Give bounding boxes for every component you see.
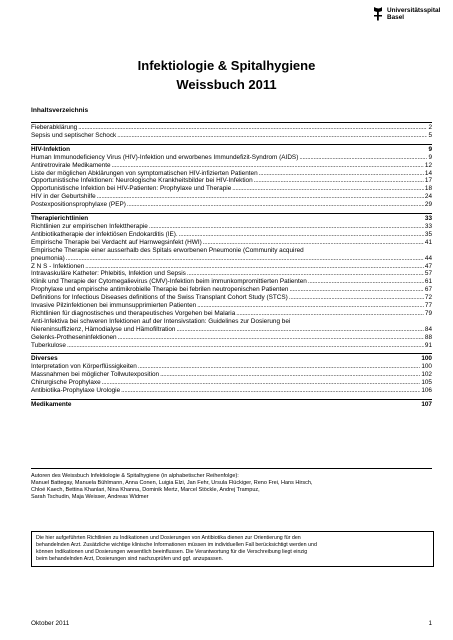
toc-entry-page: 14 <box>424 169 432 177</box>
toc-entry-page: 67 <box>424 286 432 294</box>
toc-entry-page: 61 <box>424 278 432 286</box>
toc-section-meds <box>31 399 432 409</box>
toc-entry-page: 35 <box>424 230 432 238</box>
toc-heading: Inhaltsverzeichnis <box>31 107 89 114</box>
toc-entry-page: 91 <box>424 341 432 349</box>
authors-names: Manuel Battegay, Manuela Bühlmann, Anna Conen, Luigia Elzi, Jan Fehr, Ursula Flückiger, Reno Frei, Hans Hirsch, <box>31 480 313 486</box>
toc-entry-page: 9 <box>428 153 432 161</box>
logo-line-2: Basel <box>387 14 405 22</box>
toc-entry-text: Empirische Therapie bei Verdacht auf Harnwegsinfekt (HWI) <box>31 238 202 246</box>
authors-names: Sarah Tschudin, Maja Weisser, Andreas Widmer <box>31 494 149 500</box>
toc-entry-text: Z N S - Infektionen <box>31 262 85 270</box>
toc-section-page: 107 <box>421 401 432 408</box>
toc-entry-page: 33 <box>424 222 432 230</box>
toc-entry-text: Sepsis und septischer Schock <box>31 131 117 139</box>
toc-entry[interactable] <box>31 379 432 387</box>
toc-entry[interactable] <box>31 302 432 310</box>
toc-entry[interactable] <box>31 247 432 263</box>
toc-section-title: Therapierichtlinien <box>31 215 89 223</box>
toc-entry-text: Chirurgische Prophylaxe <box>31 379 101 387</box>
toc-section-heading[interactable] <box>31 401 432 409</box>
toc-entry[interactable] <box>31 270 432 278</box>
toc-entry-page: 44 <box>424 254 432 262</box>
toc-section-heading[interactable] <box>31 146 432 154</box>
toc-entry[interactable] <box>31 371 432 379</box>
document-title: Infektiologie & Spitalhygiene <box>137 58 316 73</box>
hospital-logo <box>371 6 440 21</box>
disclaimer-box <box>31 531 434 567</box>
toc-entry[interactable] <box>31 193 432 201</box>
toc-entry[interactable] <box>31 387 432 395</box>
toc-entry-text: Definitions for Infectious Diseases definitions of the Swiss Transplant Cohort Study (STCS) <box>31 294 288 302</box>
toc-entry-text: Antiretrovirale Medikamente <box>31 161 111 169</box>
toc-entry[interactable] <box>31 154 432 162</box>
toc-entry-text: Interpretation von Körperflüssigkeiten <box>31 363 137 371</box>
toc-entry[interactable] <box>31 231 432 239</box>
document-subtitle: Weissbuch 2011 <box>176 77 277 92</box>
toc-entry-text: Human Immunodeficiency Virus (HIV)-Infektion und erworbenes Immundefizit-Syndrom (AIDS) <box>31 153 299 161</box>
toc-entry-text: Massnahmen bei möglicher Tollwutexposition <box>31 371 160 379</box>
toc-entry-page: 105 <box>421 379 432 387</box>
toc-entry-text: Opportunistische Infektion bei HIV-Patienten: Prophylaxe und Therapie <box>31 185 232 193</box>
toc-section-misc <box>31 353 432 395</box>
toc-entry-page: 100 <box>421 363 432 371</box>
toc-entry[interactable] <box>31 124 432 132</box>
toc-entry-text: pneumonia) <box>31 254 65 262</box>
toc-entry-text: Prophylaxe und empirische antimikrobielle Therapie bei febrilen neutropenischen Patienten <box>31 286 289 294</box>
toc-section-intro <box>31 122 432 140</box>
toc-section-title: Medikamente <box>31 401 72 408</box>
basel-staff-icon <box>371 6 385 21</box>
toc-section-page: 100 <box>421 355 432 363</box>
toc-entry-text: Richtlinien für diagnostisches und therapeutisches Vorgehen bei Malaria <box>31 309 236 317</box>
disclaimer-line: behandelnden Arzt. Zusätzliche wichtige klinische Informationen müssen im individuellen Fall berücksichtigt werden und <box>36 542 317 548</box>
toc-entry-text: HIV in der Geburtshilfe <box>31 193 96 201</box>
toc-entry-page: 47 <box>424 262 432 270</box>
disclaimer-line: können Indikationen und Dosierungen wesentlich beeinflussen. Die Verantwortung für die Verschreibung liegt einzig <box>36 549 308 555</box>
toc-entry[interactable] <box>31 170 432 178</box>
toc-entry[interactable] <box>31 310 432 318</box>
toc-entry-page: 2 <box>428 124 432 131</box>
toc-entry[interactable] <box>31 201 432 209</box>
authors-heading: Autoren des Weissbuch Infektiologie & Spitalhygiene (in alphabetischer Reihenfolge): <box>31 473 239 479</box>
toc-entry[interactable] <box>31 223 432 231</box>
toc-entry-page: 41 <box>424 238 432 246</box>
toc-section-title: HIV-Infektion <box>31 145 71 153</box>
table-of-contents <box>31 122 432 413</box>
toc-entry-page: 77 <box>424 302 432 310</box>
toc-entry[interactable] <box>31 278 432 286</box>
toc-entry-text: Niereninsuffizienz, Hämodialyse und Hämofiltration <box>31 325 176 333</box>
toc-entry[interactable] <box>31 239 432 247</box>
toc-entry-text: Invasive Pilzinfektionen bei immunsupprimierten Patienten <box>31 302 197 310</box>
disclaimer-line: beim behandelnden Arzt, Dosierungen sind nachzuprüfen und ggf. anzupassen. <box>36 556 223 562</box>
toc-entry-text: Antibiotikatherapie der infektiösen Endokarditis (IE). <box>31 230 178 238</box>
toc-entry-text-line-1: Empirische Therapie einer ausserhalb des Spitals erworbenen Pneumonie (Community acquired <box>31 246 304 254</box>
toc-section-therapy <box>31 213 432 349</box>
authors-names: Chloé Kaech, Bettina Khanlari, Nina Khanna, Dominik Mertz, Marcel Stöckle, Andrej Trampuz, <box>31 487 260 493</box>
toc-entry-text: Tuberkulose <box>31 341 66 349</box>
toc-section-heading[interactable] <box>31 355 432 363</box>
toc-entry-page: 79 <box>424 309 432 317</box>
toc-entry-page: 57 <box>424 270 432 278</box>
toc-section-page: 33 <box>424 215 432 223</box>
toc-entry-text: Klinik und Therapie der Cytomegalievirus (CMV)-Infektion beim immunkompromittierten Patienten <box>31 278 307 286</box>
toc-entry[interactable] <box>31 334 432 342</box>
toc-entry-page: 12 <box>424 161 432 169</box>
toc-entry-text: Richtlinien zur empirischen Infekttherapie <box>31 222 148 230</box>
toc-entry-text: Fieberabklärung <box>31 124 78 131</box>
toc-entry[interactable] <box>31 263 432 271</box>
toc-section-title: Diverses <box>31 355 58 363</box>
page-footer <box>31 620 432 627</box>
disclaimer-line: Die hier aufgeführten Richtlinien zu Indikationen und Dosierungen von Antibiotika dienen zur Orientierung für den <box>36 535 301 541</box>
toc-entry[interactable] <box>31 294 432 302</box>
toc-entry-page: 106 <box>421 387 432 395</box>
toc-entry-page: 18 <box>424 185 432 193</box>
toc-entry[interactable] <box>31 162 432 170</box>
toc-section-heading[interactable] <box>31 215 432 223</box>
toc-entry[interactable] <box>31 177 432 185</box>
page-number: 1 <box>428 620 432 627</box>
toc-entry-text: Opportunistische Infektionen: Neurologische Krankheitsbilder bei HIV-Infektion <box>31 177 253 185</box>
toc-entry[interactable] <box>31 363 432 371</box>
toc-entry-page: 84 <box>424 325 432 333</box>
toc-entry[interactable] <box>31 185 432 193</box>
toc-entry[interactable] <box>31 132 432 140</box>
toc-entry[interactable] <box>31 342 432 350</box>
toc-entry-page: 5 <box>428 131 432 139</box>
toc-entry-text: Antibiotika-Prophylaxe Urologie <box>31 387 121 395</box>
toc-entry-page: 102 <box>421 371 432 379</box>
toc-section-page: 9 <box>428 145 432 153</box>
toc-entry[interactable] <box>31 286 432 294</box>
toc-section-hiv <box>31 144 432 209</box>
toc-entry-text: Postexpositionsprophylaxe (PEP) <box>31 201 126 209</box>
toc-entry-page: 29 <box>424 201 432 209</box>
toc-entry-text: Liste der möglichen Abklärungen von symptomatischen HIV-infizierten Patienten <box>31 169 258 177</box>
footer-date: Oktober 2011 <box>31 620 70 627</box>
toc-entry-page: 17 <box>424 177 432 185</box>
toc-entry-page: 24 <box>424 193 432 201</box>
toc-entry[interactable] <box>31 318 432 334</box>
toc-entry-text: Intravaskuläre Katheter: Phlebitis, Infektion und Sepsis <box>31 270 186 278</box>
toc-entry-text-line-1: Anti-Infektiva bei schweren Infektionen auf der Intensivstation: Guidelines zur Dosierung bei <box>31 317 291 325</box>
logo-line-1: Universitätsspital <box>387 7 441 14</box>
toc-entry-page: 72 <box>424 294 432 302</box>
toc-entry-page: 88 <box>424 333 432 341</box>
authors-block <box>31 468 432 501</box>
toc-entry-text: Gelenks-Protheseninfektionen <box>31 333 117 341</box>
